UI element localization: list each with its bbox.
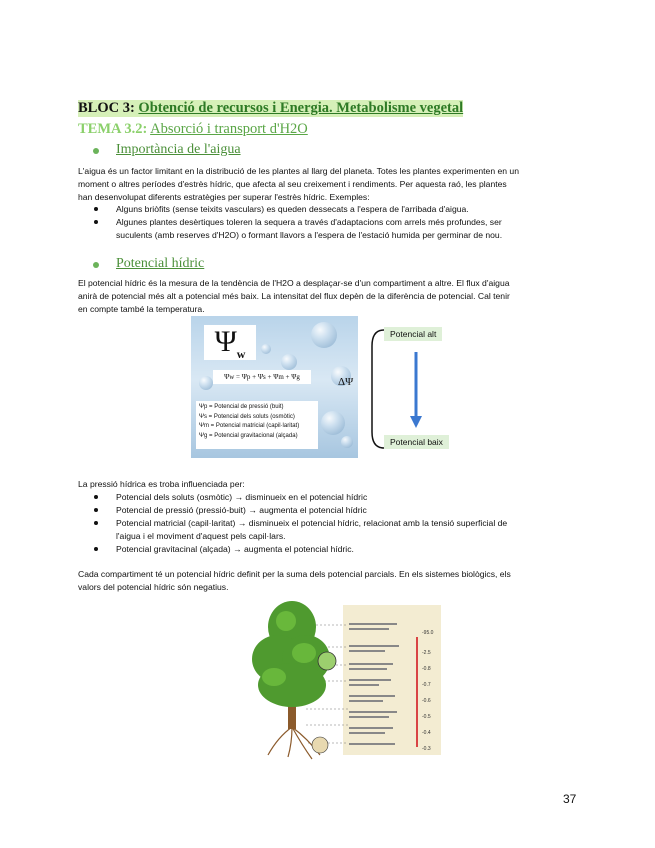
svg-text:-2.5: -2.5 (422, 650, 431, 656)
high-potential-label: Potencial alt (384, 327, 442, 341)
psi-symbol: $\Psi_w$ (204, 325, 256, 360)
gradient-diagram (368, 326, 478, 452)
bloc-heading (78, 100, 463, 117)
tree-potential-figure (228, 597, 446, 763)
svg-text:-0.8: -0.8 (422, 666, 431, 672)
svg-text:-0.6: -0.6 (422, 698, 431, 704)
influence-bullet-4: Potencial gravitacinal (alçada) → augmenta el potencial hídric. (116, 543, 578, 556)
svg-text:-0.5: -0.5 (422, 714, 431, 720)
page-number: 37 (563, 792, 577, 806)
influence-intro: La pressió hídrica es troba influenciada per: (78, 479, 245, 489)
root-detail-circle (312, 737, 328, 753)
section-potencial-title: Potencial hídric (116, 256, 204, 272)
potential-equation: Ψw = Ψp + Ψs + Ψm + Ψg (213, 370, 311, 384)
delta-psi-label: ΔΨ (338, 376, 354, 388)
section-importancia-title: Importància de l'aigua (116, 142, 241, 158)
conclusion-paragraph: Cada compartiment té un potencial hídric definit per la suma dels potencial parcials. En els sistemes biològics, els valors del potencial hídric són negatius. (78, 569, 511, 592)
svg-text:-95.0: -95.0 (422, 630, 434, 636)
flow-arrow-head (410, 416, 422, 428)
svg-text:-0.4: -0.4 (422, 730, 431, 736)
influence-bullet-2: Potencial de pressió (pressió-buit) → augmenta el potencial hídric (116, 504, 578, 517)
tema-label: TEMA 3.2: (78, 121, 148, 137)
bloc-title: Obtenció de recursos i Energia. Metabolisme vegetal (138, 100, 464, 116)
bloc-label: BLOC 3: (78, 100, 135, 116)
section1-bullet-1: Alguns briòfits (sense teixits vasculars) es queden dessecats a l'espera de l'arribada d'aigua. (116, 203, 578, 216)
influence-bullet-3: Potencial matricial (capil·laritat) → disminueix el potencial hídric, relacionat amb la tensió superficial de l'aigua i el moviment d'aquest pels capil·lars. (116, 517, 578, 543)
influence-bullet-1: Potencial dels soluts (osmòtic) → disminueix en el potencial hídric (116, 491, 578, 504)
bullet-dot (93, 148, 99, 154)
bullet-dot (93, 262, 99, 268)
tema-heading (78, 121, 308, 138)
section1-paragraph: L'aigua és un factor limitant en la distribució de les plantes al llarg del planeta. Totes les plantes experimenten en un moment o altres períodes d'estrès hídric, que afecta al seu creixement i rendiments. Per aquesta raó, les plantes han desenvolupat diferents estratègies per superar l'estrès hídric. Exemples: (78, 166, 519, 202)
potential-legend: Ψp = Potencial de pressió (buit) Ψs = Potencial dels soluts (osmòtic) Ψm = Potencial matricial (capil·laritat) Ψg = Potencial gravitacional (alçada) (196, 401, 318, 449)
tema-title: Absorció i transport d'H2O (150, 121, 308, 137)
section1-bullet-2: Algunes plantes desèrtiques toleren la sequera a través d'adaptacions com arrels més profundes, ser suculents (amb reserves d'H2O) o formant llavors a l'espera de l'estació humida per germinar de nou. (116, 216, 578, 242)
svg-text:-0.3: -0.3 (422, 746, 431, 752)
tree-trunk (288, 705, 296, 729)
water-potential-figure (191, 316, 358, 458)
section2-paragraph: El potencial hídric és la mesura de la tendència de l'H2O a desplaçar-se d'un compartiment a altre. El flux d'aigua anirà de potencial més alt a potencial més baix. La intensitat del flux depèn de la diferència de potencial. Cal tenir en compte també la temperatura. (78, 278, 510, 314)
bracket (372, 330, 384, 448)
low-potential-label: Potencial baix (384, 435, 449, 449)
svg-text:-0.7: -0.7 (422, 682, 431, 688)
leaf-detail-circle (318, 652, 336, 670)
